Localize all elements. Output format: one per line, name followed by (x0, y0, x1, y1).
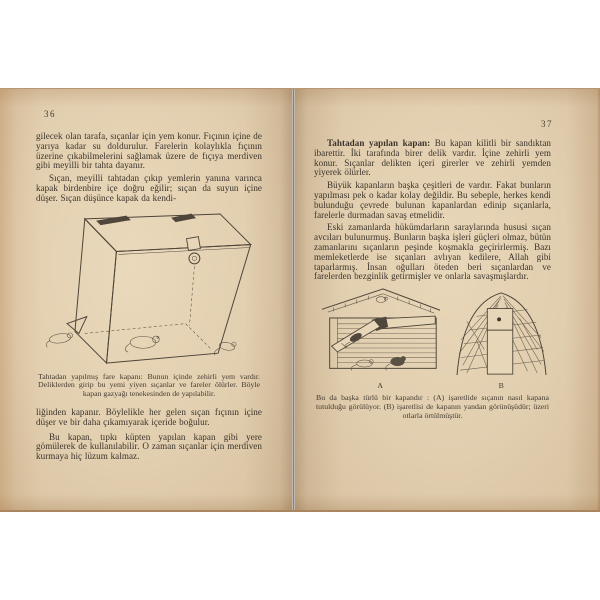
left-paragraph-2: Sıçan, meyilli tahtadan çıkıp yemlerin yanına varınca kapak birdenbire içe doğru eğilir; sıçan da suyun içine düşer. Sıçan düşünce kapak da kendi- (36, 173, 262, 203)
left-figure-caption: Tahtadan yapılmış fare kapanı: Bunun içinde zehirli yem vardır. Deliklerden girip bu yemi yiyen sıçanlar ve fareler ölürler. Böyle kapan gazyağı tenekesinden de yapılabilir. (38, 371, 260, 399)
wooden-box-trap-drawing (44, 211, 254, 369)
mouse-icon (125, 336, 159, 352)
right-paragraph-1 (314, 139, 551, 178)
right-figures-row (314, 287, 551, 390)
haystack-trap-drawing (455, 289, 549, 379)
right-figure-caption: Bu da başka türlü bir kapandır : (A) işaretlide sıçanın nasıl kapana tutulduğu görülüyor. (B) işaretlisi de kapanın yandan görünüşüdür; üzeri otlarla örtülmüştür. (316, 393, 549, 420)
page-number-left: 36 (44, 109, 56, 119)
right-paragraph-3: Eski zamanlarda hükümdarların saraylarında hususi sıçan avcıları bulunurmuş. Bunların başka işleri güçleri olmaz, bütün zamanlarını sıçanların peşinde koşmakla geçirirlermiş. Bazı memleketlerde ise sıçanları avlıyan kedilere, Allah gibi taparlarmış. İnsan oğulları öteden beri sıçanlardan ve farelerden bezginlik getirmişler ve onlarla savaşmışlardır. (314, 222, 551, 282)
page-36 (0, 89, 292, 510)
mouse-icon (46, 332, 72, 347)
plank-box-trap-drawing (317, 287, 445, 379)
paragraph-lead-rest: Bu kapan kilitli bir sandıktan ibarettir. İki tarafında birer delik vardır. İçine zehirli yem konur. Sıçanlar delikten içeri girerler ve zehirli yemden yiyerek ölürler. (314, 138, 552, 178)
page-37 (295, 89, 600, 510)
entry-hole-icon (497, 318, 501, 322)
trap-a-figure (317, 287, 445, 390)
haystack-trap-figure (455, 289, 549, 390)
latch-icon (187, 236, 201, 250)
left-paragraph-3: liğinden kapanır. Böylelikle her gelen sıçan fıçının içine düşer ve bir daha çıkamıyarak içeride boğulur. (36, 406, 262, 427)
page-number-right: 37 (541, 119, 553, 129)
box-trap-figure (44, 211, 254, 369)
right-paragraph-2: Büyük kapanların başka çeşitleri de vardır. Fakat bunların yapılması pek o kadar kolay değildir. Bu sebeple, herkes kendi bulunduğu çevrede bulunan kapanlardan edinip sıçanlarla, farelerle durmadan savaş etmelidir. (314, 180, 551, 220)
right-text-column (314, 139, 551, 421)
open-book (0, 88, 600, 512)
figure-label-a: A (377, 381, 384, 391)
left-paragraph-4: Bu kapan, tıpkı küpten yapılan kapan gibi yere gömülerek de kullanılabilir. O zaman sıçanlar için merdiven kurmaya hiç lüzum kalmaz. (36, 431, 262, 462)
left-paragraph-1: gilecek olan tarafa, sıçanlar için yem konur. Fıçının içine de yarıya kadar su doldurulur. Farelerin kolaylıkla fıçının üzerine çıkabilmelerini sağlamak üzere de fıçıya merdiven gibi meyilli bir tahta dayanır. (36, 131, 262, 171)
mouse-icon (376, 297, 387, 303)
paragraph-lead: Tahtadan yapılan kapan: (327, 138, 431, 148)
figure-label-b: B (498, 381, 505, 391)
left-text-column (36, 132, 262, 465)
